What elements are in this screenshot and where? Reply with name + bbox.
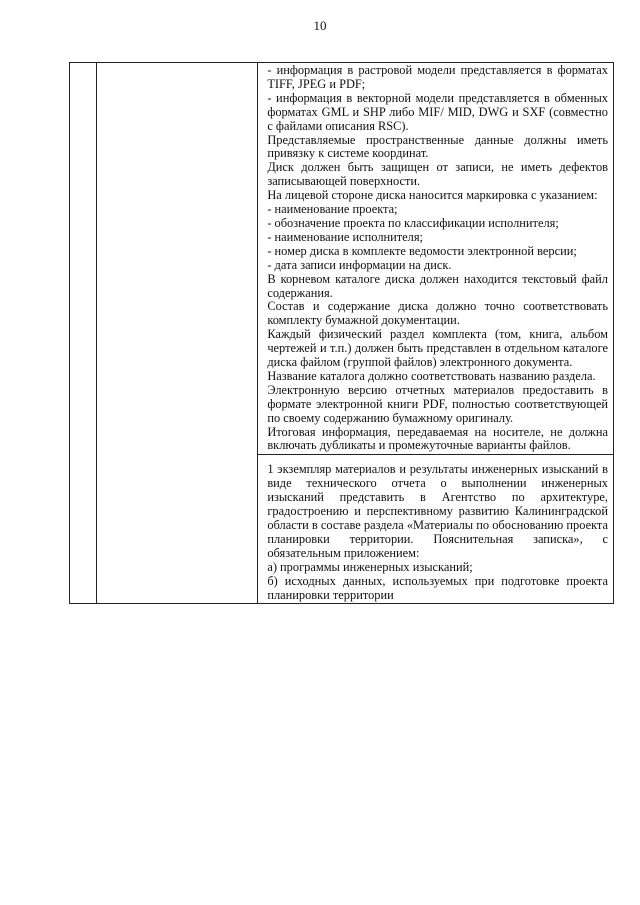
page-number: 10: [313, 18, 327, 33]
paragraph: - наименование проекта;: [267, 202, 398, 217]
paragraph: - обозначение проекта по классификации исполнителя;: [267, 215, 559, 230]
paragraph: Представляемые пространственные данные должны иметь привязку к системе координат.: [267, 132, 608, 161]
paragraph: а) программы инженерных изысканий;: [267, 559, 473, 574]
paragraph: Состав и содержание диска должно точно соответствовать комплекту бумажной документации.: [267, 299, 608, 328]
paragraph: - наименование исполнителя;: [267, 229, 424, 244]
content-text: [258, 455, 613, 603]
content-text: [258, 63, 613, 454]
row-number-cell: [70, 63, 97, 604]
paragraph: - дата записи информации на диск.: [267, 257, 452, 272]
requirement-name-cell: [97, 63, 258, 604]
paragraph: На лицевой стороне диска наносится маркировка с указанием:: [267, 188, 598, 203]
paragraph: Итоговая информация, передаваемая на носителе, не должна включать дубликаты и промежуточные варианты файлов.: [267, 424, 608, 453]
paragraph: В корневом каталоге диска должен находится текстовый файл содержания.: [267, 271, 608, 300]
requirement-content-cell: [258, 63, 614, 455]
paragraph: 1 экземпляр материалов и результаты инженерных изысканий в виде технического отчета о выполнении инженерных изысканий представить в Агентство по архитектуре, градостроению и перспективному развитию Калининградской области в составе раздела «Материалы по обоснованию проекта планировки территории. Пояснительная записка», с обязательным приложением:: [267, 462, 608, 560]
paragraph: Каждый физический раздел комплекта (том, книга, альбом чертежей и т.п.) должен быть представлен в отдельном каталоге диска файлом (группой файлов) электронного документа.: [267, 327, 608, 370]
paragraph: - номер диска в комплекте ведомости электронной версии;: [267, 243, 577, 258]
requirements-table: [69, 62, 614, 604]
table-row: [70, 63, 614, 455]
paragraph: - информация в растровой модели представляется в форматах TIFF, JPEG и PDF;: [267, 63, 608, 91]
paragraph: - информация в векторной модели представляется в обменных форматах GML и SHP либо MIF/ MID, DWG и SXF (совместно с файлами описания RSC).: [267, 90, 608, 133]
requirement-content-cell: [258, 455, 614, 604]
paragraph: Название каталога должно соответствовать названию раздела.: [267, 368, 596, 383]
paragraph: Электронную версию отчетных материалов предоставить в формате электронной книги PDF, полностью соответствующей по своему содержанию бумажному оригиналу.: [267, 382, 608, 425]
paragraph: б) исходных данных, используемых при подготовке проекта планировки территории: [267, 573, 608, 602]
paragraph: Диск должен быть защищен от записи, не иметь дефектов записывающей поверхности.: [267, 160, 608, 189]
